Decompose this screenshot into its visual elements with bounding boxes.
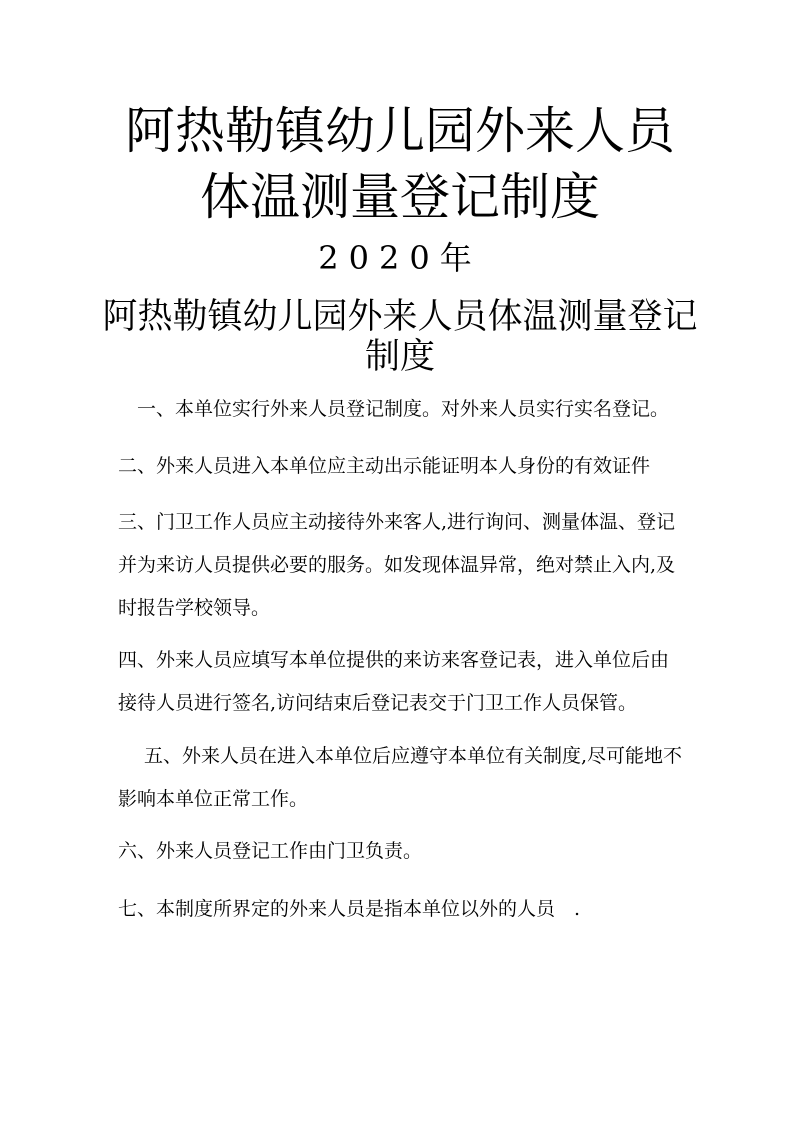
main-title-line-2: 体温测量登记制度 xyxy=(200,168,600,226)
rule-paragraph-1: 一、本单位实行外来人员登记制度。对外来人员实行实名登记。 xyxy=(137,398,670,420)
rule-paragraph-4: 四、外来人员应填写本单位提供的来访来客登记表，进入单位后由接待人员进行签名,访问结束后登记表交于门卫工作人员保管。 xyxy=(118,649,670,714)
rule-paragraph-2: 二、外来人员进入本单位应主动出示能证明本人身份的有效证件 xyxy=(118,455,651,477)
year-label: 2020年 xyxy=(318,239,482,277)
rule-paragraph-6: 六、外来人员登记工作由门卫负责。 xyxy=(118,840,423,862)
rule-paragraph-3: 三、门卫工作人员应主动接待外来客人,进行询问、测量体温、登记并为来访人员提供必要的服务。如发现体温异常，绝对禁止入内,及时报告学校领导。 xyxy=(118,511,676,619)
main-title-line-1: 阿热勒镇幼儿园外来人员 xyxy=(125,102,675,160)
subtitle-line-2: 制度 xyxy=(364,337,435,377)
subtitle-line-1: 阿热勒镇幼儿园外来人员体温测量登记 xyxy=(102,297,698,337)
rule-paragraph-5: 五、外来人员在进入本单位后应遵守本单位有关制度,尽可能地不影响本单位正常工作。 xyxy=(118,745,683,810)
rule-paragraph-7: 七、本制度所界定的外来人员是指本单位以外的人员 . xyxy=(118,898,581,920)
